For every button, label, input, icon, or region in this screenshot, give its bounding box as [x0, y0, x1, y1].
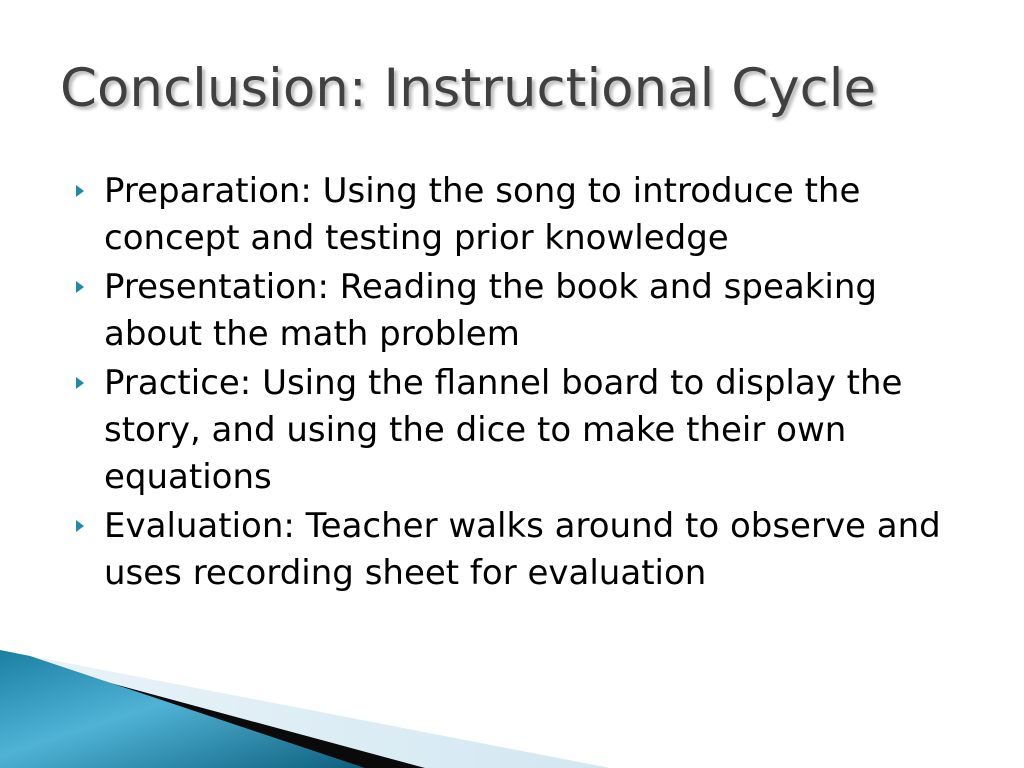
- triangle-bullet-icon: [76, 185, 84, 197]
- triangle-bullet-icon: [76, 520, 84, 532]
- bullet-item: [0, 168, 1024, 262]
- bullet-item: [0, 360, 1024, 501]
- bullet-text: Evaluation: Teacher walks around to observe and uses recording sheet for evaluation: [104, 506, 941, 593]
- triangle-bullet-icon: [76, 377, 84, 389]
- bullet-list: [0, 168, 1024, 599]
- bullet-text: Practice: Using the flannel board to display the story, and using the dice to make their own equations: [104, 363, 903, 497]
- bullet-text: Preparation: Using the song to introduce the concept and testing prior knowledge: [104, 171, 861, 258]
- deco-blue-wedge: [0, 650, 365, 768]
- slide-title: Conclusion: Instructional Cycle: [60, 58, 877, 119]
- triangle-bullet-icon: [76, 281, 84, 293]
- bullet-text: Presentation: Reading the book and speaking about the math problem: [104, 267, 877, 354]
- bullet-item: [0, 503, 1024, 597]
- bullet-item: [0, 264, 1024, 358]
